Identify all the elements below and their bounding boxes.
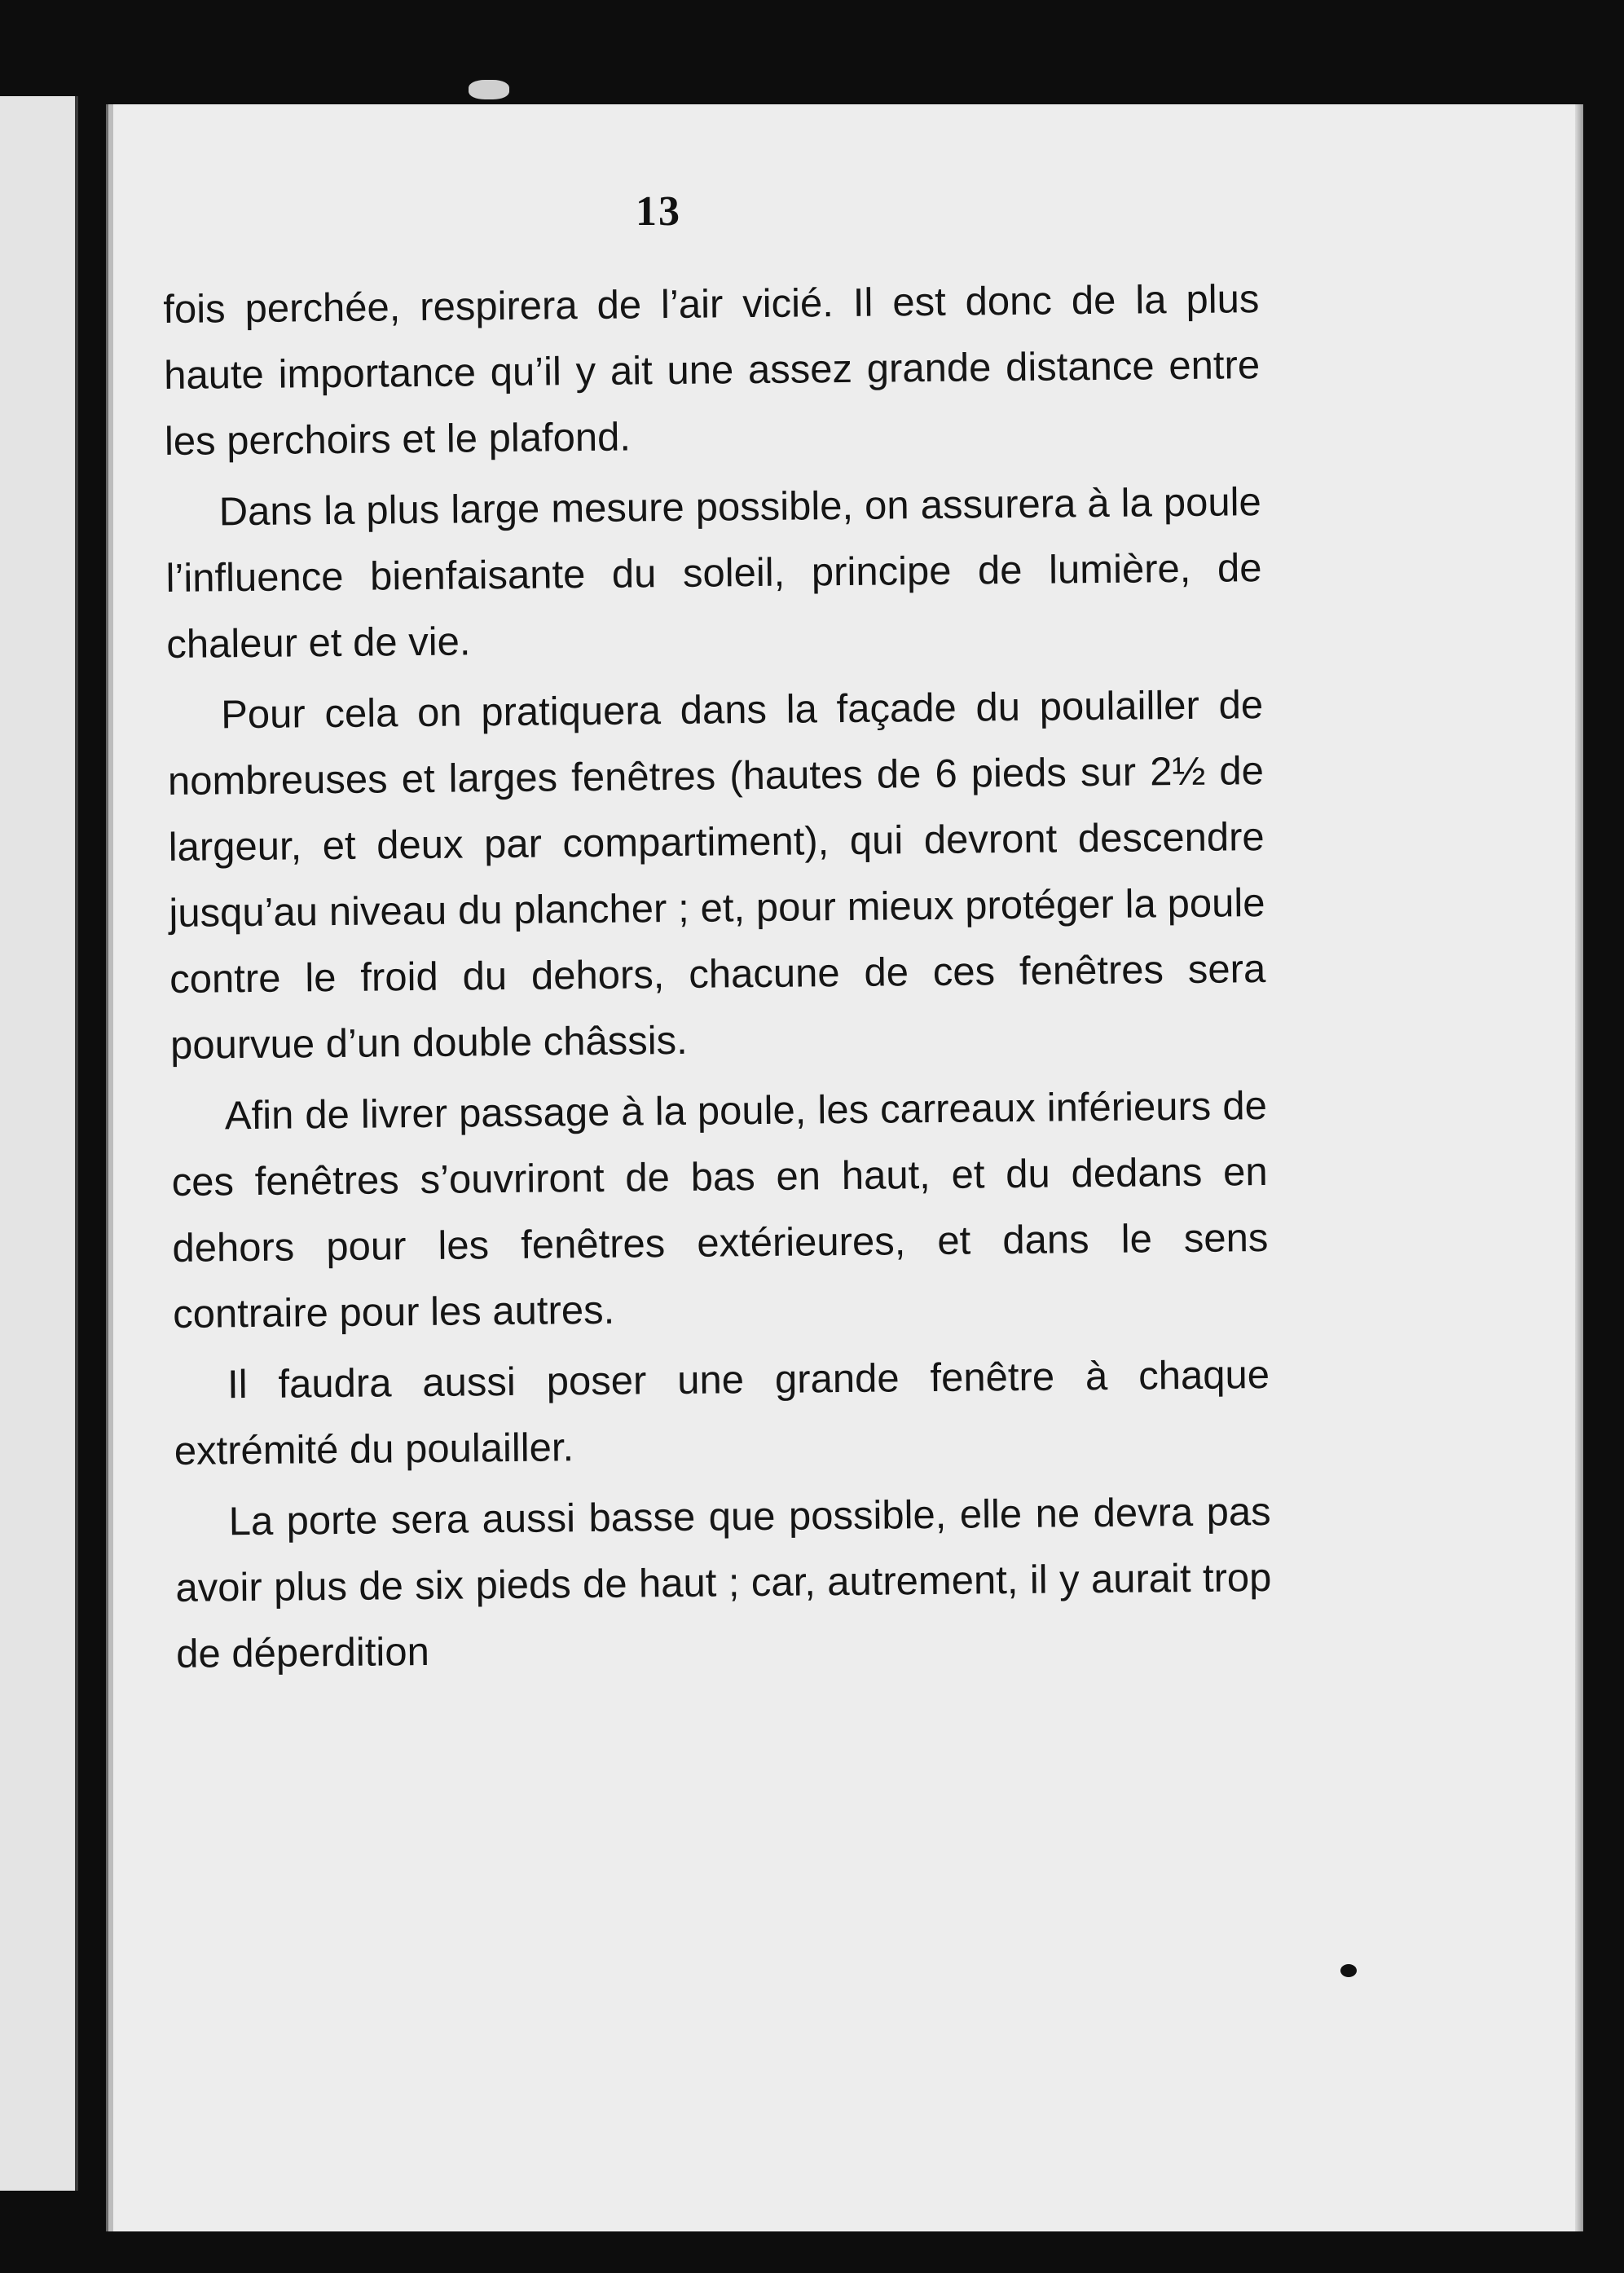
paragraph-5: Il faudra aussi poser une grande fenêtre à chaque extrémité du poulailler. [174,1353,1270,1473]
paragraph-1: fois perchée, respirera de l’air vicié. Il est donc de la plus haute importance qu’il y ait une assez grande distance entre les perchoirs et le plafond. [163,277,1261,464]
ink-speck-top [469,80,509,99]
paragraph-3: Pour cela on pratiquera dans la façade du poulailler de nombreuses et larges fenêtres (hautes de 6 pieds sur 2½ de largeur, et deux par compartiment), qui devront descendre jusqu’au niveau du plancher ; et, pour mieux protéger la poule contre le froid du dehors, chacune de ces fenêtres sera pourvue d’un double châssis. [167,683,1266,1068]
page-text [163,267,1273,1693]
paragraph-2: Dans la plus large mesure possible, on assurera à la poule l’influence bienfaisante du soleil, principe de lumière, de chaleur et de vie. [165,480,1262,667]
paragraph-4: Afin de livrer passage à la poule, les carreaux inférieurs de ces fenêtres s’ouvriront de bas en haut, et du dedans en dehors pour les fenêtres extérieures, et dans le sens contraire pour les autres. [171,1084,1269,1337]
previous-page-edge [0,96,78,2191]
paragraph-6: La porte sera aussi basse que possible, elle ne devra pas avoir plus de six pieds de haut ; car, autrement, il y aurait trop de déperdition [175,1490,1272,1676]
page-right-edge [1575,104,1583,2231]
page-number: 13 [636,188,681,235]
ink-speck [1340,1964,1357,1977]
